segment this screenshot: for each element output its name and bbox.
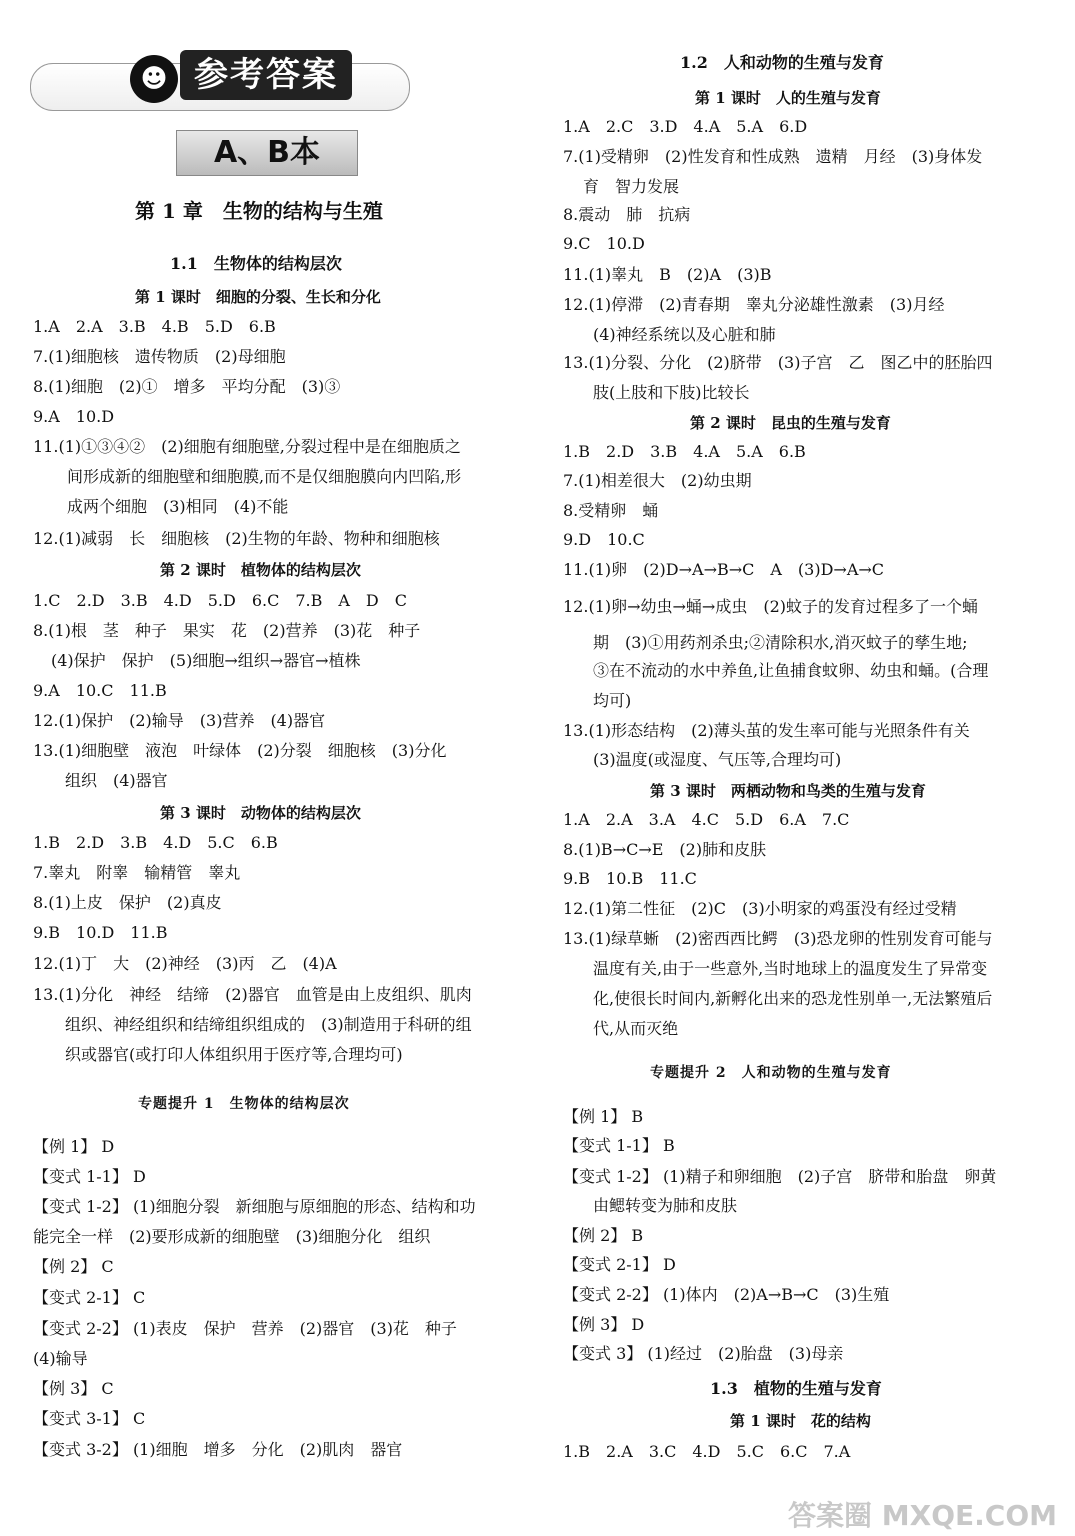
left-line: 第 2 课时 植物体的结构层次 xyxy=(160,561,361,579)
left-line: 【例 2】 C xyxy=(33,1257,114,1276)
left-line: 【变式 2-1】 C xyxy=(33,1288,146,1307)
left-line: 能完全一样 (2)要形成新的细胞壁 (3)细胞分化 组织 xyxy=(33,1227,431,1246)
right-line: 1.A 2.C 3.D 4.A 5.A 6.D xyxy=(563,117,808,136)
right-line: 11.(1)卵 (2)D→A→B→C A (3)D→A→C xyxy=(563,560,885,579)
right-line: 【变式 2-2】 (1)体内 (2)A→B→C (3)生殖 xyxy=(563,1285,890,1304)
right-line: (3)温度(或湿度、气压等,合理均可) xyxy=(593,750,842,769)
right-line: 期 (3)①用药剂杀虫;②清除积水,消灭蚊子的孳生地; xyxy=(593,633,968,652)
left-line: 12.(1)丁 大 (2)神经 (3)丙 乙 (4)A xyxy=(33,954,337,973)
left-line: 专题提升 1 生物体的结构层次 xyxy=(138,1096,350,1112)
chapter-title: 第 1 章 生物的结构与生殖 xyxy=(135,199,383,223)
right-line: (4)神经系统以及心脏和肺 xyxy=(593,325,776,344)
right-line: 1.B 2.A 3.C 4.D 5.C 6.C 7.A xyxy=(563,1442,851,1461)
right-line: 8.受精卵 蛹 xyxy=(563,501,659,520)
right-line: 第 1 课时 花的结构 xyxy=(730,1412,871,1430)
right-line: 1.3 植物的生殖与发育 xyxy=(710,1379,882,1398)
left-line: 8.(1)细胞 (2)① 增多 平均分配 (3)③ xyxy=(33,377,341,396)
right-line: 第 2 课时 昆虫的生殖与发育 xyxy=(690,414,891,432)
watermark: 答案圈 MXQE.COM xyxy=(788,1499,1057,1532)
left-line: 1.A 2.A 3.B 4.B 5.D 6.B xyxy=(33,317,276,336)
right-line: 7.(1)相差很大 (2)幼虫期 xyxy=(563,471,752,490)
right-line: 9.D 10.C xyxy=(563,530,645,549)
left-line: 成两个细胞 (3)相同 (4)不能 xyxy=(67,497,289,516)
right-line: 【例 1】 B xyxy=(563,1107,644,1126)
left-line: 7.(1)细胞核 遗传物质 (2)母细胞 xyxy=(33,347,286,366)
right-line: 12.(1)第二性征 (2)C (3)小明家的鸡蛋没有经过受精 xyxy=(563,899,957,918)
left-line: 1.1 生物体的结构层次 xyxy=(170,254,342,273)
left-line: 13.(1)细胞壁 液泡 叶绿体 (2)分裂 细胞核 (3)分化 xyxy=(33,741,447,760)
right-line: 13.(1)绿草蜥 (2)密西西比鳄 (3)恐龙卵的性别发育可能与 xyxy=(563,929,993,948)
right-line: 第 3 课时 两栖动物和鸟类的生殖与发育 xyxy=(650,782,926,800)
left-line: 【变式 2-2】 (1)表皮 保护 营养 (2)器官 (3)花 种子 xyxy=(33,1319,457,1338)
book-label: A、B本 xyxy=(176,130,358,176)
right-line: 13.(1)形态结构 (2)薄头茧的发生率可能与光照条件有关 xyxy=(563,721,970,740)
right-line: 【变式 2-1】 D xyxy=(563,1255,676,1274)
right-line: 8.震动 肺 抗病 xyxy=(563,205,691,224)
right-line: 7.(1)受精卵 (2)性发育和性成熟 遗精 月经 (3)身体发 xyxy=(563,147,983,166)
left-line: (4)输导 xyxy=(33,1349,88,1368)
left-line: 9.B 10.D 11.B xyxy=(33,923,168,942)
right-line: ③在不流动的水中养鱼,让鱼捕食蚊卵、幼虫和蛹。(合理 xyxy=(593,661,989,680)
left-line: 间形成新的细胞壁和细胞膜,而不是仅细胞膜向内凹陷,形 xyxy=(67,467,462,486)
left-line: 组织、神经组织和结缔组织组成的 (3)制造用于科研的组 xyxy=(65,1015,472,1034)
left-line: 7.睾丸 附睾 输精管 睾丸 xyxy=(33,863,241,882)
left-line: 【例 3】 C xyxy=(33,1379,114,1398)
left-line: 1.C 2.D 3.B 4.D 5.D 6.C 7.B A D C xyxy=(33,591,407,610)
left-line: 9.A 10.D xyxy=(33,407,115,426)
left-line: 1.B 2.D 3.B 4.D 5.C 6.B xyxy=(33,833,278,852)
right-line: 化,使很长时间内,新孵化出来的恐龙性别单一,无法繁殖后 xyxy=(593,989,993,1008)
left-line: 【变式 3-1】 C xyxy=(33,1409,146,1428)
right-line: 11.(1)睾丸 B (2)A (3)B xyxy=(563,265,772,284)
left-line: 12.(1)保护 (2)输导 (3)营养 (4)器官 xyxy=(33,711,326,730)
right-line: 12.(1)停滞 (2)青春期 睾丸分泌雄性激素 (3)月经 xyxy=(563,295,945,314)
right-line: 由鳃转变为肺和皮肤 xyxy=(593,1196,738,1215)
right-line: 肢(上肢和下肢)比较长 xyxy=(593,383,750,402)
left-line: 11.(1)①③④② (2)细胞有细胞壁,分裂过程中是在细胞质之 xyxy=(33,437,461,456)
right-line: 12.(1)卵→幼虫→蛹→成虫 (2)蚊子的发育过程多了一个蛹 xyxy=(563,597,978,616)
right-line: 【变式 3】 (1)经过 (2)胎盘 (3)母亲 xyxy=(563,1344,844,1363)
right-line: 温度有关,由于一些意外,当时地球上的温度发生了异常变 xyxy=(593,959,988,978)
right-line: 【例 3】 D xyxy=(563,1315,645,1334)
right-line: 第 1 课时 人的生殖与发育 xyxy=(695,89,881,107)
left-line: 8.(1)上皮 保护 (2)真皮 xyxy=(33,893,222,912)
right-line: 1.A 2.A 3.A 4.C 5.D 6.A 7.C xyxy=(563,810,850,829)
mascot-icon: ☻ xyxy=(130,55,178,103)
left-line: 9.A 10.C 11.B xyxy=(33,681,167,700)
right-line: 育 智力发展 xyxy=(583,177,680,196)
right-line: 1.2 人和动物的生殖与发育 xyxy=(680,53,884,72)
left-line: 12.(1)减弱 长 细胞核 (2)生物的年龄、物种和细胞核 xyxy=(33,529,440,548)
left-line: 8.(1)根 茎 种子 果实 花 (2)营养 (3)花 种子 xyxy=(33,621,421,640)
left-line: 【例 1】 D xyxy=(33,1137,115,1156)
right-line: 【变式 1-2】 (1)精子和卵细胞 (2)子宫 脐带和胎盘 卵黄 xyxy=(563,1167,997,1186)
left-line: 第 3 课时 动物体的结构层次 xyxy=(160,804,361,822)
right-line: 9.B 10.B 11.C xyxy=(563,869,697,888)
left-line: 织或器官(或打印人体组织用于医疗等,合理均可) xyxy=(65,1045,403,1064)
header-banner xyxy=(30,45,410,115)
right-line: 8.(1)B→C→E (2)肺和皮肤 xyxy=(563,840,767,859)
left-line: 组织 (4)器官 xyxy=(65,771,168,790)
right-line: 9.C 10.D xyxy=(563,234,645,253)
right-line: 专题提升 2 人和动物的生殖与发育 xyxy=(650,1065,892,1081)
left-line: 【变式 3-2】 (1)细胞 增多 分化 (2)肌肉 器官 xyxy=(33,1440,403,1459)
right-line: 1.B 2.D 3.B 4.A 5.A 6.B xyxy=(563,442,806,461)
right-line: 【变式 1-1】 B xyxy=(563,1136,675,1155)
page-title: 参考答案 xyxy=(180,50,352,100)
right-line: 【例 2】 B xyxy=(563,1226,644,1245)
right-line: 均可) xyxy=(593,691,632,710)
left-line: 【变式 1-2】 (1)细胞分裂 新细胞与原细胞的形态、结构和功 xyxy=(33,1197,476,1216)
left-line: (4)保护 保护 (5)细胞→组织→器官→植株 xyxy=(51,651,361,670)
left-line: 第 1 课时 细胞的分裂、生长和分化 xyxy=(135,288,381,306)
left-line: 【变式 1-1】 D xyxy=(33,1167,146,1186)
right-line: 13.(1)分裂、分化 (2)脐带 (3)子宫 乙 图乙中的胚胎四 xyxy=(563,353,993,372)
left-line: 13.(1)分化 神经 结缔 (2)器官 血管是由上皮组织、肌肉 xyxy=(33,985,472,1004)
right-line: 代,从而灭绝 xyxy=(593,1019,679,1038)
